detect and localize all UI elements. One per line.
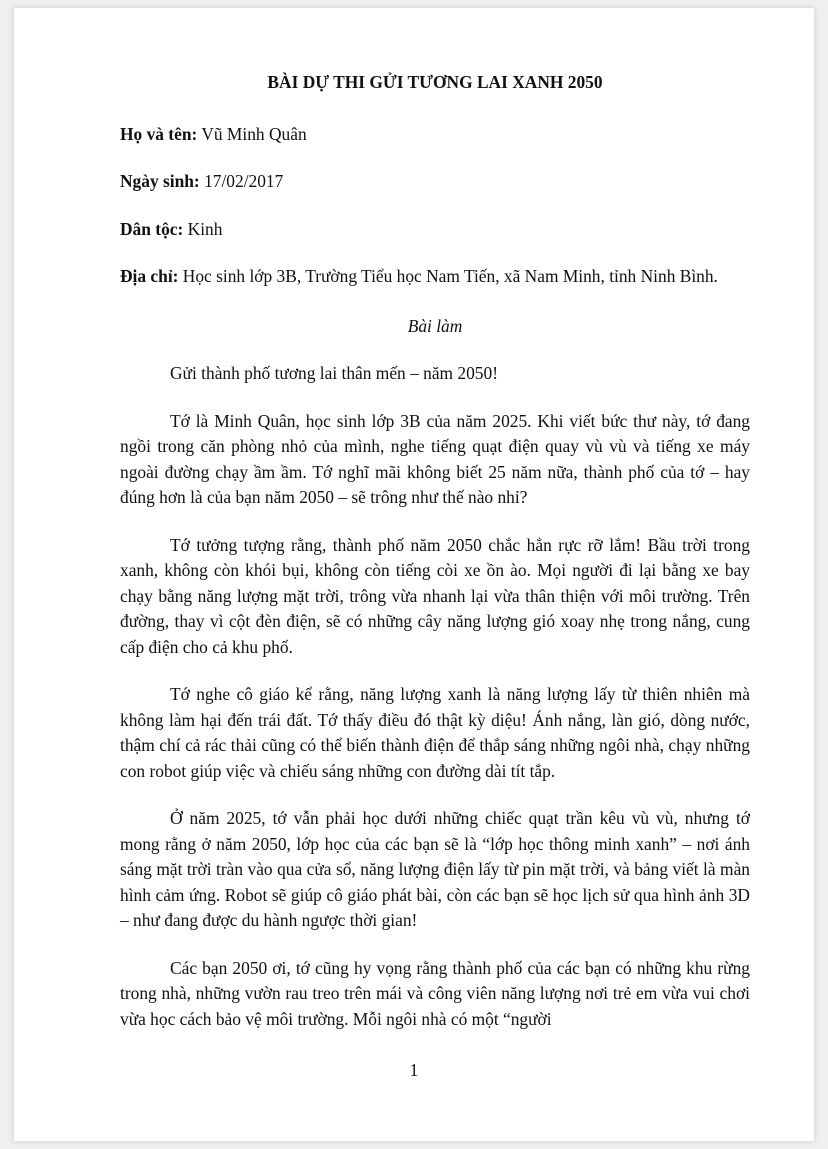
field-address (120, 264, 750, 290)
field-label: Địa chỉ: (120, 266, 179, 286)
paragraph: Tớ nghe cô giáo kể rằng, năng lượng xanh là năng lượng lấy từ thiên nhiên mà không làm hại đến trái đất. Tớ thấy điều đó thật kỳ diệu! Ánh nắng, làn gió, dòng nước, thậm chí cả rác thải cũng có thể biến thành điện để thắp sáng những ngôi nhà, chạy những con robot giúp việc và chiếu sáng những con đường dài tít tắp. (120, 684, 750, 781)
field-label: Ngày sinh: (120, 171, 200, 191)
paragraph: Tớ tưởng tượng rằng, thành phố năm 2050 chắc hẳn rực rỡ lắm! Bầu trời trong xanh, không còn khói bụi, không còn tiếng còi xe ồn ào. Mọi người đi lại bằng xe bay chạy bằng năng lượng mặt trời, trông vừa nhanh lại vừa thân thiện với môi trường. Trên đường, thay vì cột đèn điện, sẽ có những cây năng lượng gió xoay nhẹ trong nắng, cung cấp điện cho cả khu phố. (120, 534, 750, 657)
section-heading: Bài làm (407, 315, 463, 336)
field-value: Kinh (183, 218, 223, 239)
field-label: Họ và tên: (120, 123, 198, 144)
page-number: 1 (409, 1060, 419, 1080)
field-value: Vũ Minh Quân (197, 123, 307, 144)
field-name (120, 122, 750, 148)
document-content (120, 70, 750, 1054)
paragraph: Các bạn 2050 ơi, tớ cũng hy vọng rằng thành phố của các bạn có những khu rừng trong nhà, những vườn rau treo trên mái và công viên năng lượng nơi trẻ em vừa vui chơi vừa học cách bảo vệ môi trường. Mỗi ngôi nhà có một “người (120, 957, 750, 1029)
field-birthdate (120, 169, 750, 195)
document-title: BÀI DỰ THI GỬI TƯƠNG LAI XANH 2050 (267, 72, 603, 92)
paragraph: Ở năm 2025, tớ vẫn phải học dưới những chiếc quạt trần kêu vù vù, nhưng tớ mong rằng ở năm 2050, lớp học của các bạn sẽ là “lớp học thông minh xanh” – nơi ánh sáng mặt trời tràn vào qua cửa sổ, năng lượng điện lấy từ pin mặt trời, và bảng viết là màn hình cảm ứng. Robot sẽ giúp cô giáo phát bài, còn các bạn sẽ học lịch sử qua hình ảnh 3D – như đang được du hành ngược thời gian! (120, 808, 750, 930)
paragraph: Tớ là Minh Quân, học sinh lớp 3B của năm 2025. Khi viết bức thư này, tớ đang ngồi trong căn phòng nhỏ của mình, nghe tiếng quạt điện quay vù vù và tiếng xe máy ngoài đường chạy ầm ầm. Tớ nghĩ mãi không biết 25 năm nữa, thành phố của tớ – hay đúng hơn là của bạn năm 2050 – sẽ trông như thế nào nhỉ? (120, 410, 750, 507)
document-page (14, 8, 814, 1141)
field-ethnicity (120, 217, 750, 243)
field-label: Dân tộc: (120, 218, 184, 239)
field-value: Học sinh lớp 3B, Trường Tiểu học Nam Tiến, xã Nam Minh, tỉnh Ninh Bình. (178, 266, 718, 286)
paragraph-greeting: Gửi thành phố tương lai thân mến – năm 2050! (170, 363, 498, 383)
field-value: 17/02/2017 (199, 171, 284, 191)
